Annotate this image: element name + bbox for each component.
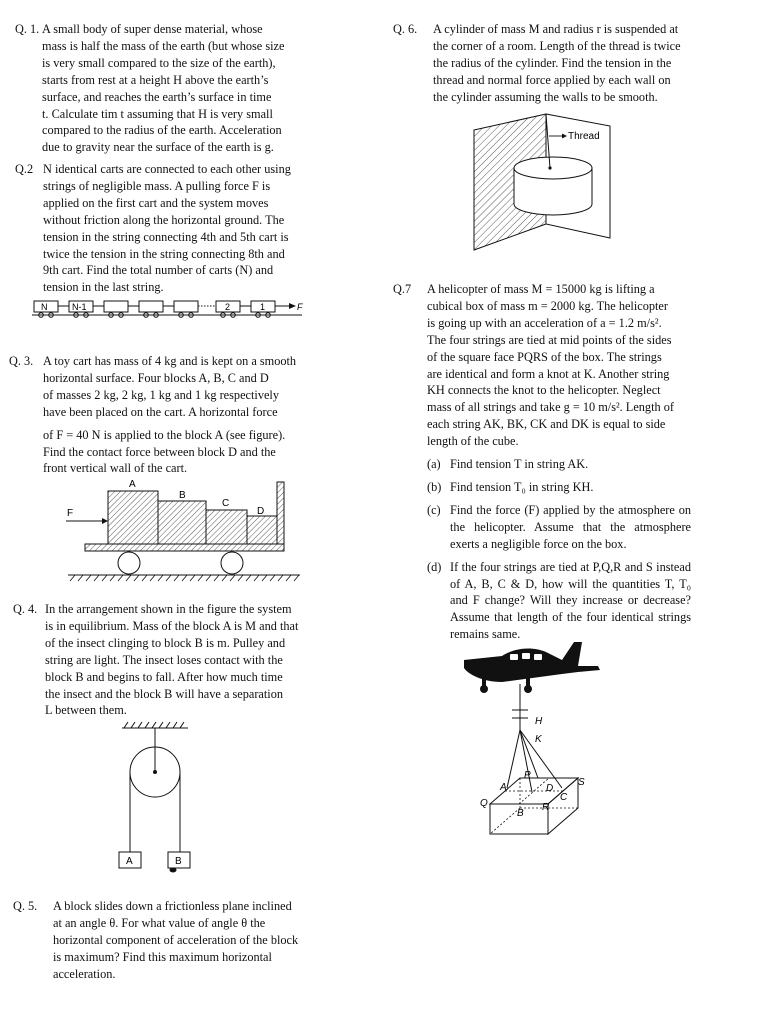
q3-line: have been placed on the cart. A horizontal force xyxy=(43,404,278,419)
q7-line: are identical and form a knot at K. Another string xyxy=(427,366,670,381)
block-b xyxy=(158,501,206,544)
q7-line: is going up with an acceleration of a = 1.2 m/s². xyxy=(427,315,662,330)
question-3 xyxy=(9,353,305,477)
carts-figure xyxy=(32,298,312,322)
label-q: Q xyxy=(480,798,488,809)
q7-line: A helicopter of mass M = 15000 kg is lifting a xyxy=(427,282,655,296)
cylinder-corner-figure xyxy=(470,112,620,257)
q5-line: at an angle θ. For what value of angle θ the xyxy=(53,915,266,930)
block-a xyxy=(108,491,158,544)
q5-line: is maximum? Find this maximum horizontal xyxy=(53,949,272,964)
question-6 xyxy=(393,21,721,106)
q2-line: 9th cart. Find the total number of carts (N) and xyxy=(43,263,274,278)
q5-line: A block slides down a frictionless plane inclined xyxy=(53,899,292,913)
cart-front-wall xyxy=(277,482,284,544)
label-h: H xyxy=(535,716,543,727)
q2-line: tension in the last string. xyxy=(43,280,164,295)
q7-part-b xyxy=(427,479,691,496)
cart-1-label: 1 xyxy=(260,302,266,312)
q7-part-d xyxy=(427,559,691,644)
q3-line: of F = 40 N is applied to the block A (see figure). xyxy=(43,427,286,442)
q2-line: tension in the string connecting 4th and 5th cart is xyxy=(43,229,289,244)
label-k: K xyxy=(535,734,542,745)
label-s: S xyxy=(578,777,585,788)
helicopter-box-figure xyxy=(462,638,612,843)
question-7 xyxy=(393,281,715,649)
question-4 xyxy=(13,601,307,719)
label-b: B xyxy=(175,856,182,867)
q1-line: starts from rest at a height H above the earth’s xyxy=(42,72,269,87)
q6-line: the corner of a room. Length of the thread is twice xyxy=(433,38,681,53)
question-2 xyxy=(15,161,309,296)
question-3-number: Q. 3. xyxy=(9,354,34,368)
q2-line: N identical carts are connected to each other using xyxy=(43,162,291,176)
q4-line: L between them. xyxy=(45,703,127,718)
q7-part-text: If the four strings are tied at P,Q,R and S instead of A, B, C & D, how will the quantities T, T₀ and F change? Will they increase or decrease? Assume that length of the four identical strings remains same. xyxy=(450,559,691,642)
q7-part-text: Find tension T₀ in string KH. xyxy=(450,479,594,494)
question-5 xyxy=(13,898,313,983)
question-5-number: Q. 5. xyxy=(13,899,38,913)
q7-line: cubical box of mass m = 2000 kg. The helicopter xyxy=(427,298,668,313)
cart-2-label: 2 xyxy=(225,302,231,312)
q6-line: thread and normal force applied by each wall on xyxy=(433,72,671,87)
label-f: F xyxy=(67,508,74,519)
q7-line: The four strings are tied at mid points of the sides xyxy=(427,332,672,347)
q7-part-label: (d) xyxy=(427,559,442,574)
q4-line: string are light. The insect loses contact with the xyxy=(45,652,283,667)
q7-part-label: (b) xyxy=(427,479,442,494)
question-6-number: Q. 6. xyxy=(393,22,418,36)
label-b: B xyxy=(517,808,524,819)
q4-line: In the arrangement shown in the figure the system xyxy=(45,602,292,616)
q1-line: due to gravity near the surface of the earth is g. xyxy=(42,140,274,155)
q1-line: compared to the radius of the earth. Acceleration xyxy=(42,123,282,138)
q3-line: A toy cart has mass of 4 kg and is kept on a smooth xyxy=(43,354,297,368)
q1-line: surface, and reaches the earth’s surface in time xyxy=(42,89,272,104)
label-a: A xyxy=(126,856,133,867)
q2-line: without friction along the horizontal ground. The xyxy=(43,212,285,227)
label-c: C xyxy=(222,498,230,509)
q3-line: horizontal surface. Four blocks A, B, C and D xyxy=(43,370,269,385)
q7-line: mass of all strings and take g = 10 m/s². Length of xyxy=(427,400,674,415)
label-p: P xyxy=(524,770,531,781)
q4-line: the insect and the block B will have a separation xyxy=(45,686,284,701)
question-4-number: Q. 4. xyxy=(13,602,38,616)
q3-line: front vertical wall of the cart. xyxy=(43,461,188,476)
q1-line: is very small compared to the size of the earth), xyxy=(42,55,276,70)
cart-n1-label: N-1 xyxy=(72,302,87,312)
pulley-figure xyxy=(110,720,200,880)
aircraft-icon xyxy=(464,642,600,693)
question-2-number: Q.2 xyxy=(15,162,34,176)
label-c: C xyxy=(560,792,568,803)
q7-line: KH connects the knot to the helicopter. Neglect xyxy=(427,383,661,398)
q7-part-label: (c) xyxy=(427,502,441,517)
q3-line: Find the contact force between block D and the xyxy=(43,444,276,459)
q2-line: strings of negligible mass. A pulling force F is xyxy=(43,178,271,193)
q7-part-a xyxy=(427,456,691,473)
label-r: R xyxy=(542,802,550,813)
q7-part-label: (a) xyxy=(427,457,441,472)
q3-line: of masses 2 kg, 2 kg, 1 kg and 1 kg respectively xyxy=(43,387,279,402)
cart-wheel xyxy=(118,552,140,574)
force-f-label: F xyxy=(297,302,303,312)
q5-line: acceleration. xyxy=(53,966,116,981)
q5-line: horizontal component of acceleration of the block xyxy=(53,932,299,947)
q2-line: applied on the first cart and the system moves xyxy=(43,195,269,210)
q4-line: block B and begins to fall. After how much time xyxy=(45,669,283,684)
q7-line: length of the cube. xyxy=(427,434,519,449)
question-1-number: Q. 1. xyxy=(15,22,40,36)
block-c xyxy=(206,510,247,544)
cart-platform xyxy=(85,544,284,551)
q7-part-c xyxy=(427,502,691,553)
label-d: D xyxy=(257,506,265,517)
thread-label: Thread xyxy=(568,131,600,142)
block-d xyxy=(247,516,277,544)
cart-n-label: N xyxy=(41,302,48,312)
cart-wheel xyxy=(221,552,243,574)
q4-line: of the insect clinging to block B is m. Pulley and xyxy=(45,635,286,650)
q1-line: A small body of super dense material, whose xyxy=(42,22,263,36)
label-a: A xyxy=(500,782,507,793)
label-b: B xyxy=(179,490,186,501)
q1-line: t. Calculate tim t assuming that H is very small xyxy=(42,106,273,121)
toy-cart-figure xyxy=(60,478,310,586)
q7-line: of the square face PQRS of the box. The strings xyxy=(427,349,662,364)
label-d: D xyxy=(546,783,554,794)
q4-line: is in equilibrium. Mass of the block A is M and that xyxy=(45,618,299,633)
label-a: A xyxy=(129,479,136,490)
q6-line: A cylinder of mass M and radius r is suspended at xyxy=(433,22,679,36)
q7-line: each string AK, BK, CK and DK is equal to side xyxy=(427,417,666,432)
question-7-number: Q.7 xyxy=(393,282,412,296)
q2-line: twice the tension in the string connecting 8th and xyxy=(43,246,285,261)
q6-line: the radius of the cylinder. Find the tension in the xyxy=(433,55,672,70)
question-1 xyxy=(15,21,309,156)
q7-part-text: Find the force (F) applied by the atmosphere on the helicopter. Assume that the atmosphere exerts a negligible force on the box. xyxy=(450,502,691,551)
q6-line: the cylinder assuming the walls to be smooth. xyxy=(433,89,658,104)
q1-line: mass is half the mass of the earth (but whose size xyxy=(42,38,285,53)
q7-part-text: Find tension T in string AK. xyxy=(450,457,589,472)
insect-icon xyxy=(170,868,177,873)
